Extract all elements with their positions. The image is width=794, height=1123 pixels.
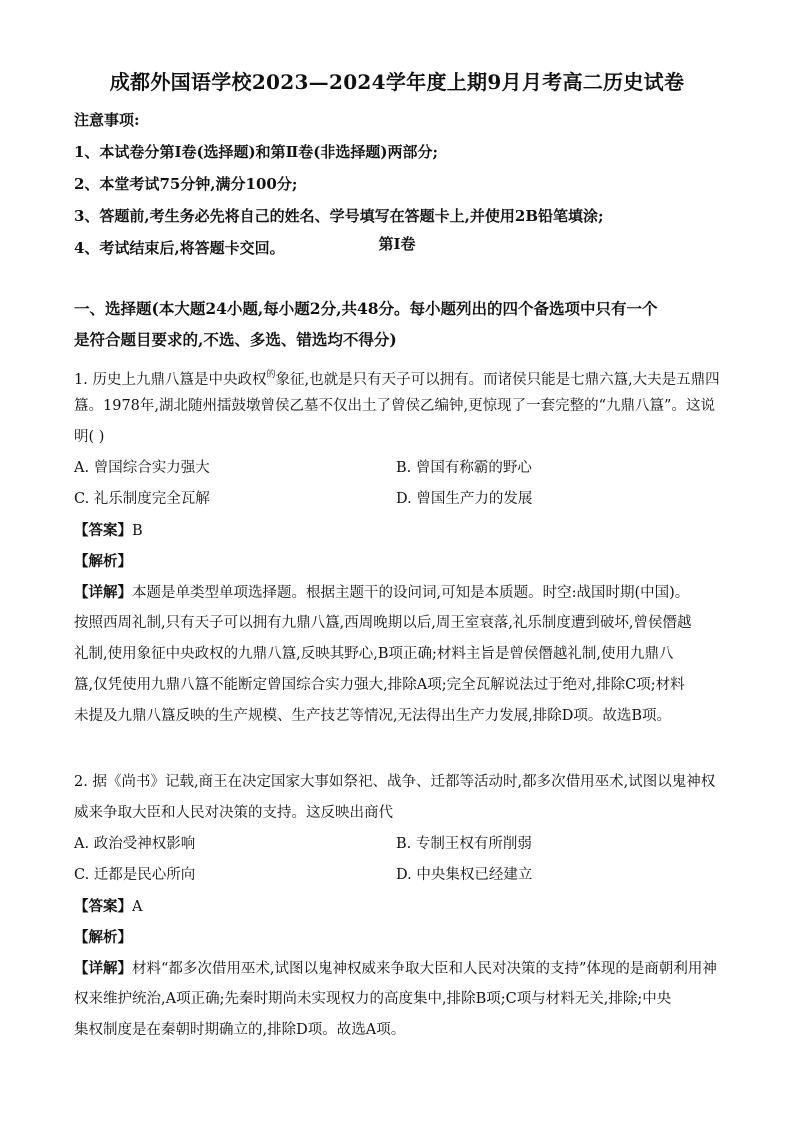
notes-heading: 注意事项:	[74, 111, 140, 129]
question-stem-line: 2. 据《尚书》记载,商王在决定国家大事如祭祀、战争、迁都等活动时,都多次借用巫术,试图以鬼神权	[74, 774, 716, 790]
analysis-label: 【解析】	[74, 553, 132, 570]
detail-label: 【详解】	[74, 960, 132, 977]
answer-line	[74, 515, 730, 546]
question-stem-line	[74, 360, 730, 391]
answer-line	[74, 891, 730, 922]
question-2	[74, 767, 730, 1046]
answer-value: B	[132, 523, 143, 539]
option-row	[74, 453, 730, 484]
note-item: 2、本堂考试75分钟,满分100分;	[74, 175, 298, 193]
detail-label: 【详解】	[74, 584, 132, 601]
question-stem-superscript: 的	[266, 370, 276, 380]
option-d: D. 中央集权已经建立	[396, 867, 533, 883]
detail-line: 礼制,使用象征中央政权的九鼎八簋,反映其野心,B项正确;材料主旨是曾侯僭越礼制,使用九鼎八	[74, 646, 674, 662]
note-item: 1、本试卷分第Ⅰ卷(选择题)和第Ⅱ卷(非选择题)两部分;	[74, 143, 439, 161]
option-b: B. 专制王权有所削弱	[396, 836, 532, 852]
detail-text: 材料“都多次借用巫术,试图以鬼神权威来争取大臣和人民对决策的支持”体现的是商朝利用神	[132, 961, 717, 977]
section-heading-line: 一、选择题(本大题24小题,每小题2分,共48分。每小题列出的四个备选项中只有一个	[74, 299, 658, 318]
analysis-label: 【解析】	[74, 929, 132, 946]
option-row	[74, 829, 730, 860]
question-stem-text: 1. 历史上九鼎八簋是中央政权	[74, 372, 267, 388]
detail-line: 权来维护统治,A项正确;先秦时期尚未实现权力的高度集中,排除B项;C项与材料无关,排除;中央	[74, 991, 672, 1007]
option-d: D. 曾国生产力的发展	[396, 491, 533, 507]
detail-line: 簋,仅凭使用九鼎八簋不能断定曾国综合实力强大,排除A项;完全瓦解说法过于绝对,排除C项;材料	[74, 677, 685, 693]
detail-line	[74, 953, 730, 984]
detail-line	[74, 577, 730, 608]
option-row	[74, 484, 730, 515]
option-c: C. 礼乐制度完全瓦解	[74, 491, 210, 507]
page-title: 成都外国语学校2023—2024学年度上期9月月考高二历史试卷	[109, 70, 685, 94]
note-item: 4、考试结束后,将答题卡交回。	[74, 239, 285, 257]
question-1	[74, 360, 730, 732]
option-b: B. 曾国有称霸的野心	[396, 460, 532, 476]
answer-label: 【答案】	[74, 898, 132, 915]
detail-line: 集权制度是在秦朝时期确立的,排除D项。故选A项。	[74, 1022, 406, 1038]
question-stem-text: 象征,也就是只有天子可以拥有。而诸侯只能是七鼎六簋,大夫是五鼎四	[275, 372, 720, 388]
section-heading	[74, 293, 730, 355]
question-stem-line: 威来争取大臣和人民对决策的支持。这反映出商代	[74, 805, 393, 821]
detail-line: 按照西周礼制,只有天子可以拥有九鼎八簋,西周晚期以后,周王室衰落,礼乐制度遭到破坏,曾侯僭越	[74, 615, 692, 631]
question-stem-line: 簋。1978年,湖北随州擂鼓墩曾侯乙墓不仅出土了曾侯乙编钟,更惊现了一套完整的“九鼎八簋”。这说	[74, 398, 715, 414]
detail-text: 本题是单类型单项选择题。根据主题干的设问词,可知是本质题。时空:战国时期(中国)。	[132, 585, 690, 601]
option-a: A. 政治受神权影响	[74, 836, 196, 852]
option-a: A. 曾国综合实力强大	[74, 460, 210, 476]
question-stem-line: 明( )	[74, 429, 105, 445]
option-c: C. 迁都是民心所向	[74, 867, 196, 883]
answer-value: A	[132, 899, 143, 915]
section-heading-line: 是符合题目要求的,不选、多选、错选均不得分)	[74, 330, 397, 349]
detail-line: 未提及九鼎八簋反映的生产规模、生产技艺等情况,无法得出生产力发展,排除D项。故选B项。	[74, 708, 671, 724]
option-row	[74, 860, 730, 891]
note-item: 3、答题前,考生务必先将自己的姓名、学号填写在答题卡上,并使用2B铅笔填涂;	[74, 207, 604, 225]
volume-heading: 第Ⅰ卷	[378, 235, 416, 253]
answer-label: 【答案】	[74, 522, 132, 539]
